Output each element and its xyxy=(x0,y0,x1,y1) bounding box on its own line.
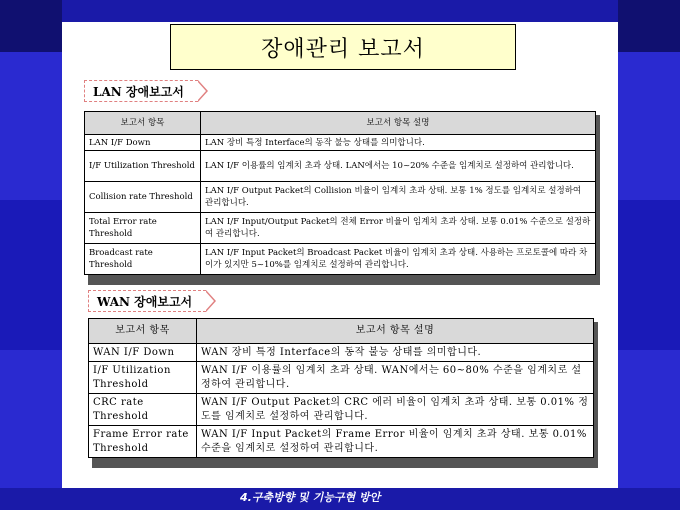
table-header-row xyxy=(89,319,594,344)
row-description: LAN I/F Output Packet의 Collision 비율이 임계치 초과 상태. 보통 1% 정도를 임계치로 설정하여 관리합니다. xyxy=(201,182,596,213)
row-description: LAN I/F Input Packet의 Broadcast Packet 비율이 임계치 초과 상태. 사용하는 프로토콜에 따라 차이가 있지만 5~10%를 임계치로 설정하여 관리합니다. xyxy=(201,244,596,275)
table-row xyxy=(89,426,594,458)
lan-report-table xyxy=(84,111,596,275)
row-item: LAN I/F Down xyxy=(85,135,201,151)
wan-section-label xyxy=(88,290,206,312)
table-row xyxy=(89,362,594,394)
wan-section-label-text: WAN 장애보고서 xyxy=(97,294,193,309)
row-item: I/F Utilization Threshold xyxy=(89,362,197,394)
column-header-description: 보고서 항목 설명 xyxy=(197,319,594,344)
table-row xyxy=(85,213,596,244)
row-item: CRC rate Threshold xyxy=(89,394,197,426)
bg-block-right-mid xyxy=(618,200,680,350)
column-header-description: 보고서 항목 설명 xyxy=(201,112,596,135)
row-item: Collision rate Threshold xyxy=(85,182,201,213)
row-item: WAN I/F Down xyxy=(89,344,197,362)
row-item: I/F Utilization Threshold xyxy=(85,151,201,182)
row-description: LAN I/F Input/Output Packet의 전체 Error 비율이 임계치 초과 상태. 보통 0.01% 수준으로 설정하여 관리합니다. xyxy=(201,213,596,244)
table-row xyxy=(89,344,594,362)
row-item: Broadcast rate Threshold xyxy=(85,244,201,275)
row-item: Frame Error rate Threshold xyxy=(89,426,197,458)
footer-caption: 4.구축방향 및 기능구현 방안 xyxy=(240,491,381,504)
table-row xyxy=(85,244,596,275)
bg-block-topright xyxy=(618,0,680,52)
table-row xyxy=(89,394,594,426)
column-header-item: 보고서 항목 xyxy=(89,319,197,344)
bg-block-topleft xyxy=(0,0,62,52)
row-description: LAN I/F 이용률의 임계치 초과 상태. LAN에서는 10~20% 수준을 임계치로 설정하여 관리합니다. xyxy=(201,151,596,182)
column-header-item: 보고서 항목 xyxy=(85,112,201,135)
row-item: Total Error rate Threshold xyxy=(85,213,201,244)
table-header-row xyxy=(85,112,596,135)
row-description: WAN I/F Output Packet의 CRC 에러 비율이 임계치 초과 상태. 보통 0.01% 정도를 임계치로 설정하여 관리합니다. xyxy=(197,394,594,426)
bg-block-left-mid xyxy=(0,200,62,350)
page-title: 장애관리 보고서 xyxy=(170,24,516,70)
lan-section-label-text: LAN 장애보고서 xyxy=(93,84,184,99)
row-description: WAN 장비 특정 Interface의 동작 불능 상태를 의미합니다. xyxy=(197,344,594,362)
row-description: WAN I/F 이용률의 임계치 초과 상태. WAN에서는 60~80% 수준을 임계치로 설정하여 관리합니다. xyxy=(197,362,594,394)
table-row xyxy=(85,135,596,151)
table-row xyxy=(85,182,596,213)
table-row xyxy=(85,151,596,182)
row-description: WAN I/F Input Packet의 Frame Error 비율이 임계치 초과 상태. 보통 0.01% 수준을 임계치로 설정하여 관리합니다. xyxy=(197,426,594,458)
bg-block-top xyxy=(62,0,618,22)
wan-report-table xyxy=(88,318,594,458)
lan-section-label xyxy=(84,80,198,102)
row-description: LAN 장비 특정 Interface의 동작 불능 상태를 의미합니다. xyxy=(201,135,596,151)
